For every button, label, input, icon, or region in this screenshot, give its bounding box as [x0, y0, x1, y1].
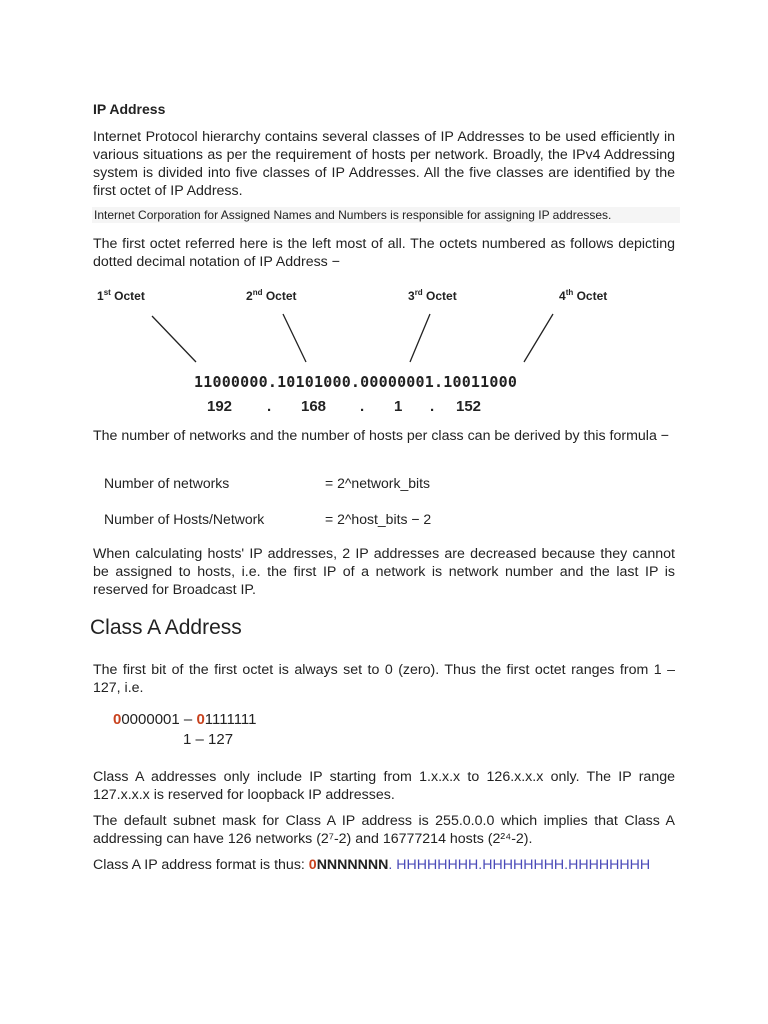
class-a-format: Class A IP address format is thus: 0NNNNNNN. HHHHHHHH.HHHHHHHH.HHHHHHHH — [93, 857, 651, 873]
formula-hosts-label: Number of Hosts/Network — [104, 511, 265, 527]
hosts-paragraph: When calculating hosts' IP addresses, 2 IP addresses are decreased because they cannot be assigned to hosts, i.e. the first IP of a network is network number and the last IP is reserved for Broadcast IP. — [93, 546, 675, 598]
icann-note: Internet Corporation for Assigned Names and Numbers is responsible for assigning IP addresses. — [92, 207, 680, 223]
intro-paragraph: Internet Protocol hierarchy contains several classes of IP Addresses to be used efficiently in various situations as per the requirement of hosts per network. Broadly, the IPv4 Addressing system is divided into five classes of IP Addresses. All the five classes are identified by the first octet of IP Address. — [93, 129, 675, 199]
pointer-line-4 — [524, 314, 553, 362]
octet-label-3: 3rd Octet — [408, 288, 457, 303]
class-a-paragraph-3: The default subnet mask for Class A IP address is 255.0.0.0 which implies that Class A addressing can have 126 networks (2⁷-2) and 16777214 hosts (2²⁴-2). — [93, 813, 675, 847]
formula-intro: The number of networks and the number of hosts per class can be derived by this formula − — [93, 428, 670, 444]
octet-label-1: 1st Octet — [97, 288, 145, 303]
class-a-paragraph-2: Class A addresses only include IP starting from 1.x.x.x to 126.x.x.x only. The IP range 127.x.x.x is reserved for loopback IP addresses. — [93, 769, 675, 803]
pointer-line-2 — [283, 314, 306, 362]
class-a-range-decimal: 1 – 127 — [183, 731, 234, 748]
formula-hosts-value: = 2^host_bits − 2 — [325, 511, 432, 527]
octet-label-4: 4th Octet — [559, 288, 608, 303]
octet-pointer-lines — [0, 0, 768, 400]
octet-label-2: 2nd Octet — [246, 288, 297, 303]
formula-networks-label: Number of networks — [104, 475, 230, 491]
pointer-line-1 — [152, 316, 196, 362]
class-a-range-bits: 00000001 – 01111111 — [113, 711, 257, 728]
section-heading: IP Address — [93, 101, 166, 117]
octet-paragraph: The first octet referred here is the left most of all. The octets numbered as follows depicting dotted decimal notation of IP Address − — [93, 236, 675, 270]
class-a-heading: Class A Address — [90, 616, 242, 639]
binary-address: 11000000.10101000.00000001.10011000 — [194, 373, 518, 391]
formula-networks-value: = 2^network_bits — [325, 475, 431, 491]
decimal-address: 192 . 168 . 1 . 152 — [207, 398, 482, 415]
pointer-line-3 — [410, 314, 430, 362]
class-a-paragraph-1: The first bit of the first octet is always set to 0 (zero). Thus the first octet ranges from 1 – 127, i.e. — [93, 662, 675, 696]
